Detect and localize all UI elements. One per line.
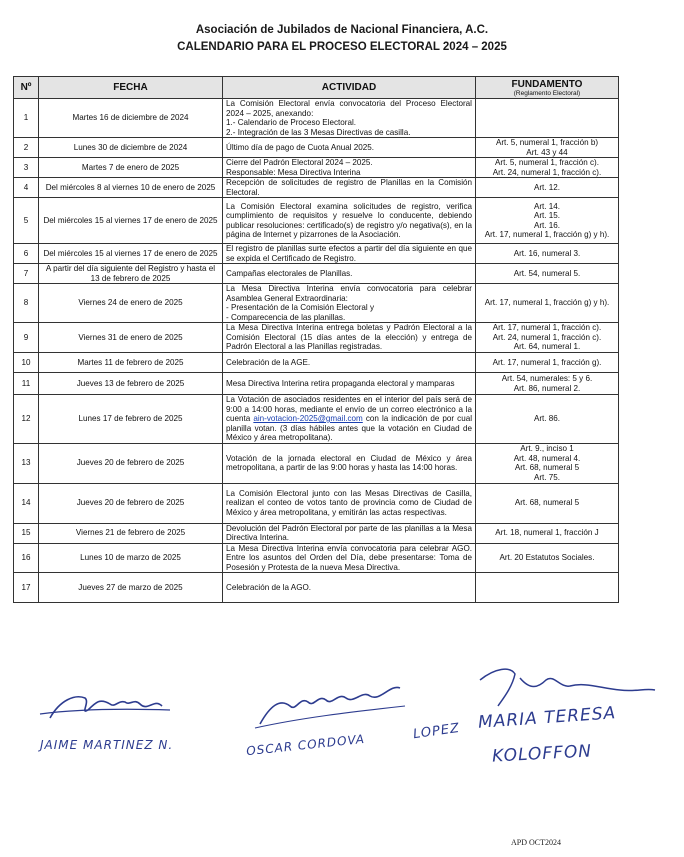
- fundamento-line: Art. 20 Estatutos Sociales.: [499, 553, 595, 562]
- signature-3-name-c: KOLOFFON: [491, 741, 593, 767]
- row-fecha: Lunes 30 de diciembre de 2024: [39, 138, 223, 158]
- row-actividad: [223, 198, 476, 244]
- row-fecha: Lunes 10 de marzo de 2025: [39, 543, 223, 573]
- row-fecha: Viernes 21 de febrero de 2025: [39, 523, 223, 543]
- table-row: [14, 99, 619, 138]
- table-row: [14, 323, 619, 353]
- table-row: [14, 158, 619, 178]
- calendar-table: [13, 76, 619, 603]
- row-actividad: [223, 353, 476, 373]
- actividad-line: La Comisión Electoral examina solicitudes de registro, verifica cumplimiento de requisitos y resuelve lo conducente, debiendo publicar resoluciones: certificado(s) de registro y/o negativa(s), en la página de Internet y pizarrones de la Asociación.: [226, 201, 472, 239]
- table-row: [14, 483, 619, 523]
- table-row: [14, 573, 619, 603]
- row-fecha: Martes 7 de enero de 2025: [39, 158, 223, 178]
- row-fecha: Viernes 31 de enero de 2025: [39, 323, 223, 353]
- row-number: 11: [14, 373, 39, 395]
- fundamento-line: Art. 54, numerales: 5 y 6.: [501, 374, 593, 383]
- row-fecha: Del miércoles 8 al viernes 10 de enero de 2025: [39, 178, 223, 198]
- row-number: 17: [14, 573, 39, 603]
- row-number: 15: [14, 523, 39, 543]
- row-fundamento: [476, 573, 619, 603]
- row-fundamento: [476, 543, 619, 573]
- row-fecha: Jueves 13 de febrero de 2025: [39, 373, 223, 395]
- table-row: [14, 353, 619, 373]
- table-row: [14, 178, 619, 198]
- row-actividad: [223, 323, 476, 353]
- fundamento-line: Art. 75.: [533, 472, 561, 482]
- column-header-num: Nº: [14, 77, 39, 99]
- row-actividad: [223, 523, 476, 543]
- email-link[interactable]: ain-votacion-2025@gmail.com: [253, 414, 363, 423]
- actividad-line: La Mesa Directiva Interina envía convocatoria para celebrar AGO. Entre los asuntos del Orden del Día, debe presentarse: Toma de Posesión y Protesta de la nueva Mesa Directiva.: [226, 543, 472, 572]
- actividad-line: La Mesa Directiva Interina envía convocatoria para celebrar Asamblea General Extraordinaria:: [226, 284, 472, 303]
- row-fecha: Del miércoles 15 al viernes 17 de enero de 2025: [39, 198, 223, 244]
- row-actividad: [223, 244, 476, 264]
- signature-2-name: OSCAR CORDOVA: [245, 731, 366, 759]
- row-fundamento: [476, 353, 619, 373]
- table-row: [14, 395, 619, 444]
- row-actividad: [223, 543, 476, 573]
- column-header-fundamento: FUNDAMENTO (Reglamento Electoral): [476, 77, 619, 99]
- table-header-row: [14, 77, 619, 99]
- signature-1-scribble: [30, 680, 180, 730]
- row-number: 8: [14, 284, 39, 323]
- signature-3-name-b: MARIA TERESA: [477, 703, 617, 733]
- row-number: 10: [14, 353, 39, 373]
- calendar-table-body: [14, 99, 619, 603]
- row-fecha: Viernes 24 de enero de 2025: [39, 284, 223, 323]
- actividad-line: Celebración de la AGO.: [226, 582, 312, 592]
- actividad-line: Cierre del Padrón Electoral 2024 – 2025.: [226, 158, 373, 167]
- fundamento-line: Art. 9., inciso 1: [520, 444, 574, 453]
- organization-name: Asociación de Jubilados de Nacional Financiera, A.C.: [195, 24, 489, 36]
- row-actividad: [223, 158, 476, 178]
- actividad-line: - Comparecencia de las planillas.: [226, 312, 346, 322]
- row-actividad: [223, 284, 476, 323]
- fundamento-line: Art. 24, numeral 1, fracción c).: [492, 332, 602, 342]
- fundamento-line: Art. 68, numeral 5: [514, 463, 580, 472]
- actividad-line: Campañas electorales de Planillas.: [226, 268, 353, 278]
- table-row: [14, 373, 619, 395]
- actividad-line: La Comisión Electoral junto con las Mesas Directivas de Casilla, realizan el conteo de votos tanto de provincia como de Ciudad de México y área metropolitana, y emitirán las actas respectivas.: [226, 488, 472, 517]
- row-fundamento: [476, 244, 619, 264]
- row-fundamento: [476, 264, 619, 284]
- row-number: 2: [14, 138, 39, 158]
- signature-1-name: JAIME MARTINEZ N.: [40, 738, 174, 752]
- actividad-line: - Presentación de la Comisión Electoral y: [226, 303, 375, 312]
- row-fundamento: [476, 395, 619, 444]
- fundamento-line: Art. 16.: [533, 220, 561, 230]
- row-fecha: Jueves 27 de marzo de 2025: [39, 573, 223, 603]
- fundamento-line: Art. 12.: [533, 182, 561, 192]
- actividad-text: La Votación de asociados residentes en el interior del país será de 9:00 a 14:00 horas, mediante el envío de un correo electrónico a la cuenta: [226, 395, 472, 423]
- column-header-fecha: FECHA: [39, 77, 223, 99]
- row-number: 3: [14, 158, 39, 178]
- actividad-line: Responsable: Mesa Directiva Interina: [226, 167, 361, 177]
- fundamento-line: Art. 24, numeral 1, fracción c).: [492, 167, 602, 177]
- row-actividad: [223, 178, 476, 198]
- fundamento-line: Art. 17, numeral 1, fracción g).: [492, 357, 602, 367]
- actividad-line: Votación de la jornada electoral en Ciudad de México y área metropolitana, a partir de las 9:00 horas y hasta las 14:00 horas.: [226, 453, 472, 472]
- fundamento-line: Art. 17, numeral 1, fracción c).: [492, 323, 602, 333]
- table-row: [14, 523, 619, 543]
- table-row: [14, 138, 619, 158]
- actividad-line: Mesa Directiva Interina retira propaganda electoral y mamparas: [226, 378, 455, 388]
- column-header-actividad: ACTIVIDAD: [223, 77, 476, 99]
- row-fundamento: [476, 443, 619, 483]
- fundamento-line: Art. 43 y 44: [526, 147, 568, 157]
- document-title: CALENDARIO PARA EL PROCESO ELECTORAL 2024 – 2025: [177, 41, 507, 53]
- row-fundamento: [476, 284, 619, 323]
- row-actividad: [223, 99, 476, 138]
- table-row: [14, 244, 619, 264]
- row-fundamento: [476, 178, 619, 198]
- row-fecha: Martes 16 de diciembre de 2024: [39, 99, 223, 138]
- fundamento-line: Art. 68, numeral 5: [514, 498, 580, 508]
- row-fundamento: [476, 198, 619, 244]
- fundamento-line: Art. 5, numeral 1, fracción b): [495, 138, 599, 147]
- signature-2-scribble: [250, 676, 410, 736]
- row-number: 5: [14, 198, 39, 244]
- row-fecha: Jueves 20 de febrero de 2025: [39, 443, 223, 483]
- actividad-line: 1.- Calendario de Proceso Electoral.: [226, 118, 357, 127]
- row-fundamento: [476, 373, 619, 395]
- row-actividad: [223, 483, 476, 523]
- row-fecha: Martes 11 de febrero de 2025: [39, 353, 223, 373]
- actividad-line: Celebración de la AGE.: [226, 357, 311, 367]
- row-number: 6: [14, 244, 39, 264]
- fundamento-line: Art. 86, numeral 2.: [513, 383, 581, 393]
- actividad-line: El registro de planillas surte efectos a partir del día siguiente en que se expida el Certificado de Registro.: [226, 244, 472, 263]
- row-fundamento: [476, 158, 619, 178]
- row-actividad: [223, 373, 476, 395]
- actividad-line: Recepción de solicitudes de registro de Planillas en la Comisión Electoral.: [226, 178, 472, 197]
- row-number: 16: [14, 543, 39, 573]
- row-actividad: [223, 264, 476, 284]
- row-fecha: Del miércoles 15 al viernes 17 de enero de 2025: [39, 244, 223, 264]
- fundamento-line: Art. 86.: [533, 414, 561, 423]
- row-fundamento: [476, 99, 619, 138]
- row-fecha: Lunes 17 de febrero de 2025: [39, 395, 223, 444]
- fundamento-line: Art. 14.: [533, 201, 561, 211]
- fundamento-line: Art. 17, numeral 1, fracción g) y h).: [484, 230, 610, 239]
- signature-3-name-a: LOPEZ: [412, 720, 461, 743]
- row-number: 13: [14, 443, 39, 483]
- row-number: 1: [14, 99, 39, 138]
- row-actividad: [223, 395, 476, 444]
- table-row: [14, 543, 619, 573]
- row-number: 7: [14, 264, 39, 284]
- row-number: 14: [14, 483, 39, 523]
- table-row: [14, 443, 619, 483]
- fundamento-line: Art. 5, numeral 1, fracción c).: [495, 158, 599, 167]
- row-fundamento: [476, 138, 619, 158]
- row-fundamento: [476, 483, 619, 523]
- row-number: 4: [14, 178, 39, 198]
- fundamento-line: Art. 17, numeral 1, fracción g) y h).: [484, 298, 610, 308]
- row-fecha: A partir del día siguiente del Registro y hasta el 13 de febrero de 2025: [39, 264, 223, 284]
- fundamento-line: Art. 16, numeral 3.: [513, 248, 581, 258]
- row-actividad: [223, 443, 476, 483]
- column-header-fundamento-sub: (Reglamento Electoral): [513, 89, 581, 97]
- row-fundamento: [476, 523, 619, 543]
- table-row: [14, 198, 619, 244]
- table-row: [14, 284, 619, 323]
- row-actividad: [223, 573, 476, 603]
- row-fecha: Jueves 20 de febrero de 2025: [39, 483, 223, 523]
- footer-code: APD OCT2024: [511, 838, 562, 847]
- actividad-line: La Comisión Electoral envía convocatoria del Proceso Electoral 2024 – 2025, anexando:: [226, 99, 472, 118]
- actividad-line: Devolución del Padrón Electoral por parte de las planillas a la Mesa Directiva Interina.: [226, 523, 472, 542]
- actividad-line: 2.- Integración de las 3 Mesas Directivas de casilla.: [226, 127, 411, 137]
- row-fundamento: [476, 323, 619, 353]
- actividad-text: con la indicación de por cual planilla votan. (3 días hábiles antes que la votación en Ciudad de México y área metropolitana).: [226, 414, 472, 442]
- fundamento-line: Art. 64, numeral 1.: [513, 342, 581, 352]
- table-row: [14, 264, 619, 284]
- actividad-line: La Mesa Directiva Interina entrega boletas y Padrón Electoral a la Comisión Electoral (15 días antes de la elección) y entrega de Padrón Electoral a las Planillas registradas.: [226, 323, 472, 352]
- row-number: 9: [14, 323, 39, 353]
- fundamento-line: Art. 54, numeral 5.: [513, 268, 581, 278]
- fundamento-line: Art. 48, numeral 4.: [513, 453, 581, 463]
- fundamento-line: Art. 15.: [533, 211, 561, 220]
- actividad-line: Último día de pago de Cuota Anual 2025.: [226, 142, 375, 152]
- row-number: 12: [14, 395, 39, 444]
- fundamento-line: Art. 18, numeral 1, fracción J: [495, 528, 599, 538]
- row-actividad: [223, 138, 476, 158]
